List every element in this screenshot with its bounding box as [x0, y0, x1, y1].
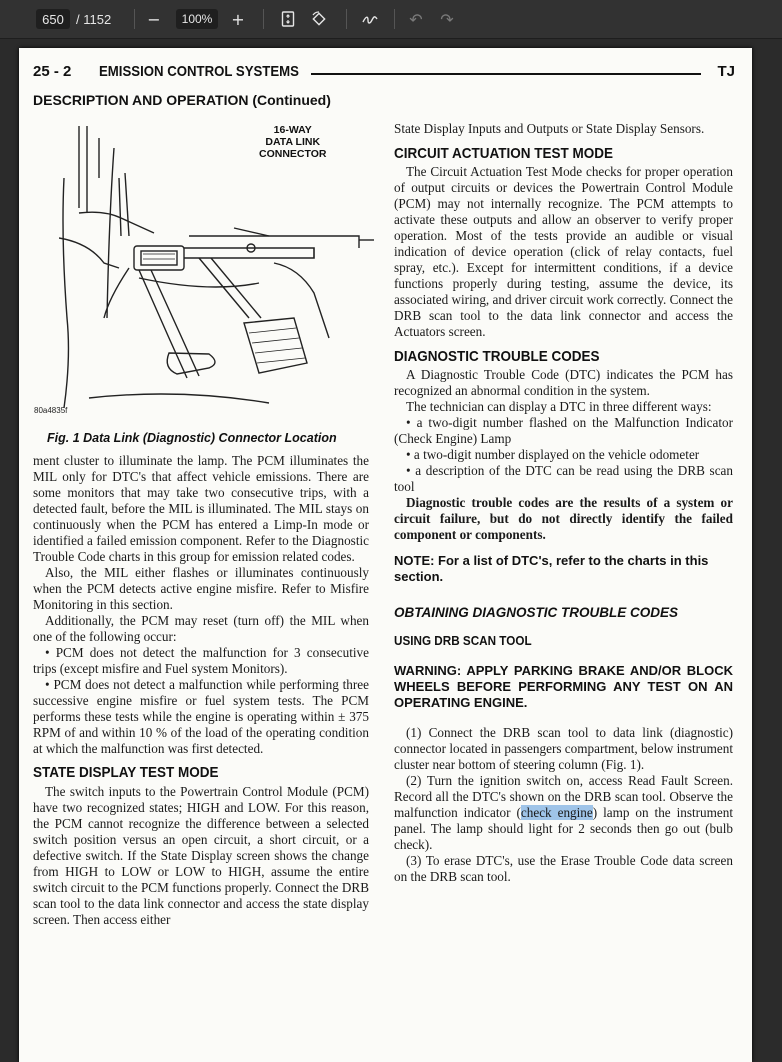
redo-icon[interactable]: ↷ [440, 9, 454, 29]
list-item: • PCM does not detect a malfunction while performing three successive engine misfire or fuel system tests. The PCM performs these tests while the engine is operating within ± 375 RPM of and within 10 % of the load of the operating condition at which the malfunction was first detected. [33, 677, 369, 756]
document-page [19, 48, 752, 1062]
step-text: (2) Turn the ignition switch on, access Read Fault Screen. Record all the DTC's shown on the DRB scan tool. Observe the malfunction indicator ( [394, 773, 733, 820]
warning: WARNING: APPLY PARKING BRAKE AND/OR BLOCK WHEELS BEFORE PERFORMING ANY TEST ON AN OPERATING ENGINE. [394, 663, 733, 710]
page-header [33, 63, 735, 85]
paragraph: The Circuit Actuation Test Mode checks for proper operation of output circuits or devices the Powertrain Control Module (PCM) may not internally recognize. The PCM attempts to activate these outputs and allow an observer to verify proper operation. Most of the tests provide an audible or visual indication of device operation (click of relay contacts, fuel spray, etc.). Except for intermittent conditions, if a device functions properly during testing, assume the device, its associated wiring, and driver circuit work correctly. Connect the DRB scan tool to the data link connector and access the Actuators screen. [394, 164, 733, 339]
subsection-heading: USING DRB SCAN TOOL [394, 633, 532, 648]
toolbar-divider [263, 9, 264, 29]
right-column [394, 121, 733, 885]
list-item: • a description of the DTC can be read using the DRB scan tool [394, 463, 733, 494]
data-link-connector-figure [59, 118, 375, 418]
paragraph: The technician can display a DTC in three different ways: [406, 399, 712, 414]
paragraph: A Diagnostic Trouble Code (DTC) indicates the PCM has recognized an abnormal condition in the system. [394, 367, 733, 398]
section-heading: OBTAINING DIAGNOSTIC TROUBLE CODES [394, 605, 679, 620]
page-number: 25 - 2 [33, 63, 72, 80]
figure-label-line: 16-WAY [273, 124, 312, 136]
figure-label-line: DATA LINK [265, 136, 321, 148]
model-code: TJ [717, 63, 735, 80]
note: NOTE: For a list of DTC's, refer to the charts in this section. [394, 553, 709, 584]
draw-icon[interactable] [360, 0, 380, 38]
left-column [33, 453, 369, 928]
figure-id: 80a4835f [34, 406, 68, 415]
plus-icon[interactable]: + [231, 9, 245, 29]
zoom-input[interactable]: 100% [176, 9, 218, 29]
toolbar-divider [346, 9, 347, 29]
figure-label [259, 124, 326, 160]
toolbar-divider [394, 9, 395, 29]
pdf-toolbar [0, 0, 782, 39]
paragraph: The switch inputs to the Powertrain Control Module (PCM) have two recognized states; HIGH and LOW. For this reason, the PCM cannot recognize the difference between a selected switch position versus an open circuit, a short circuit, or a defective switch. If the State Display screen shows the change from HIGH to LOW or LOW to HIGH, assume the entire switch circuit to the PCM functions properly. Connect the DRB scan tool to the data link connector and access the state display screen. Then access either [33, 784, 369, 927]
list-item: • a two-digit number flashed on the Malfunction Indicator (Check Engine) Lamp [394, 415, 733, 446]
undo-icon[interactable]: ↶ [409, 9, 423, 29]
list-item: • a two-digit number displayed on the vehicle odometer [406, 447, 700, 462]
step [394, 773, 733, 853]
section-heading: CIRCUIT ACTUATION TEST MODE [394, 145, 613, 162]
text-selection-highlight[interactable]: check engine [520, 805, 593, 820]
header-rule [311, 73, 701, 75]
toolbar-divider [134, 9, 135, 29]
step: (3) To erase DTC's, use the Erase Trouble Code data screen on the DRB scan tool. [394, 853, 733, 884]
step-text: ) lamp on the instrument panel. The lamp should light for 2 seconds then go out (bulb check). [394, 805, 734, 852]
paragraph: Also, the MIL either flashes or illuminates continuously when the PCM detects active engine misfire. Refer to Misfire Monitoring in this section. [33, 565, 369, 612]
figure-caption: Fig. 1 Data Link (Diagnostic) Connector Location [47, 431, 337, 445]
page-total: / 1152 [76, 11, 112, 27]
paragraph: ment cluster to illuminate the lamp. The PCM illuminates the MIL only for DTC's that affect vehicle emissions. There are some monitors that may take two consecutive trips, with a detected fault, before the MIL is illuminated. The MIL stays on continuously when the PCM has entered a Limp-In mode or identified a failed emission component. Refer to the Diagnostic Trouble Code charts in this group for emission related codes. [33, 453, 369, 564]
list-item: • PCM does not detect the malfunction for 3 consecutive trips (except misfire and Fuel system Monitors). [33, 645, 369, 676]
page-number-input[interactable]: 650 [36, 9, 70, 29]
paragraph: Additionally, the PCM may reset (turn off) the MIL when one of the following occur: [33, 613, 369, 644]
fit-page-icon[interactable] [278, 0, 298, 38]
rotate-icon[interactable] [309, 0, 329, 38]
page-subtitle: DESCRIPTION AND OPERATION (Continued) [33, 92, 331, 108]
bold-paragraph: Diagnostic trouble codes are the results of a system or circuit failure, but do not directly identify the failed component or components. [394, 495, 733, 542]
section-heading: STATE DISPLAY TEST MODE [33, 764, 219, 781]
paragraph: State Display Inputs and Outputs or State Display Sensors. [394, 121, 705, 136]
minus-icon[interactable]: − [147, 9, 161, 29]
section-heading: DIAGNOSTIC TROUBLE CODES [394, 348, 600, 365]
step: (1) Connect the DRB scan tool to data link (diagnostic) connector located in passengers compartment, below instrument cluster near bottom of steering column (Fig. 1). [394, 725, 733, 772]
section-title: EMISSION CONTROL SYSTEMS [99, 63, 299, 80]
figure-label-line: CONNECTOR [259, 148, 327, 160]
